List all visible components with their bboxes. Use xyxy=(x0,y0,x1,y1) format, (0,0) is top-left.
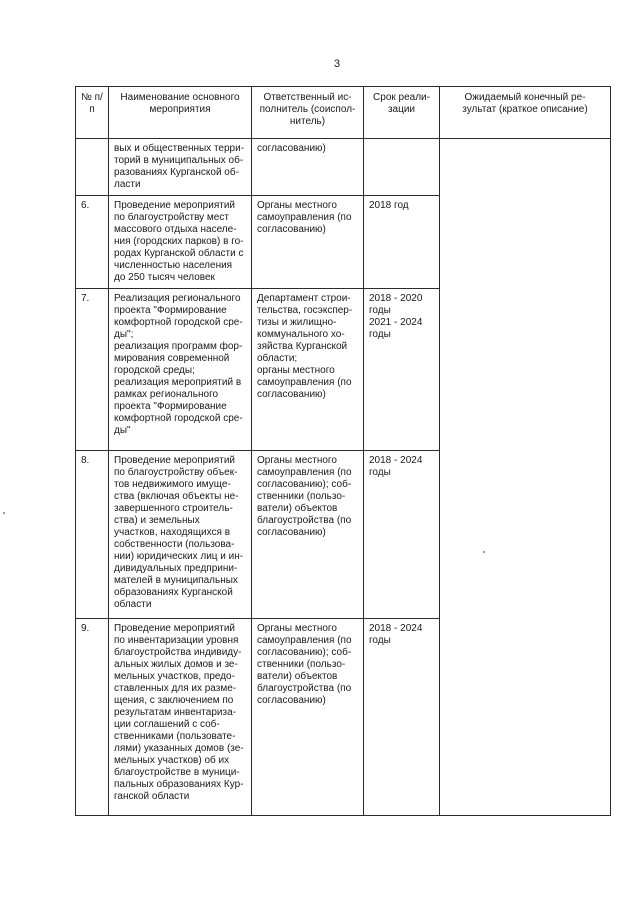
cell-executor: Органы местного самоуправления (по согласованию); соб- ственники (пользо- ватели) объектов благоустройства (по согласованию) xyxy=(252,619,364,816)
cell-executor: Органы местного самоуправления (по согласованию) xyxy=(252,196,364,289)
cell-activity-name: Проведение мероприятий по благоустройству объек- тов недвижимого имуще- ства (включая объекты не- завершенного строитель- ства) и земельных участков, находящихся в собственности (пользова- нии) юридических лиц и ин- дивидуальных предприни- мателей в муниципальных образованиях Курганской области xyxy=(109,451,252,619)
cell-period: 2018 - 2020 годы 2021 - 2024 годы xyxy=(364,289,440,451)
activities-table xyxy=(75,86,611,816)
cell-executor: Департамент строи- тельства, госэкспер- тизы и жилищно- коммунального хо- зяйства Курганской области; органы местного самоуправления (по согласованию) xyxy=(252,289,364,451)
cell-expected-result xyxy=(440,139,611,816)
cell-period: 2018 - 2024 годы xyxy=(364,619,440,816)
cell-number: 7. xyxy=(76,289,109,451)
cell-period: 2018 год xyxy=(364,196,440,289)
cell-executor: согласованию) xyxy=(252,139,364,196)
header-period: Срок реали- зации xyxy=(364,87,440,139)
cell-activity-name: Реализация регионального проекта "Формирование комфортной городской сре- ды"; реализация программ фор- мирования современной городской среды; реализация мероприятий в рамках регионального проекта "Формирование комфортной городской сре- ды" xyxy=(109,289,252,451)
cell-period: 2018 - 2024 годы xyxy=(364,451,440,619)
scan-speck xyxy=(3,512,5,514)
cell-period xyxy=(364,139,440,196)
table-header-row xyxy=(76,87,611,139)
scan-speck xyxy=(483,551,485,553)
table-row xyxy=(76,139,611,196)
cell-number: 6. xyxy=(76,196,109,289)
cell-executor: Органы местного самоуправления (по согласованию); соб- ственники (пользо- ватели) объектов благоустройства (по согласованию) xyxy=(252,451,364,619)
cell-number xyxy=(76,139,109,196)
header-executor: Ответственный ис- полнитель (соиспол- нитель) xyxy=(252,87,364,139)
cell-activity-name: Проведение мероприятий по инвентаризации уровня благоустройства индивиду- альных жилых домов и зе- мельных участков, предо- ставленных для их разме- щения, с заключением по результатам инвентариза- ции соглашений с соб- ственниками (пользовате- лями) указанных домов (зе- мельных участков) об их благоустройстве в муници- пальных образованиях Кур- ганской области xyxy=(109,619,252,816)
header-activity-name: Наименование основного мероприятия xyxy=(109,87,252,139)
page-number: 3 xyxy=(334,58,341,70)
cell-activity-name: вых и общественных терри- торий в муниципальных об- разованиях Курганской об- ласти xyxy=(109,139,252,196)
header-expected-result: Ожидаемый конечный ре- зультат (краткое описание) xyxy=(440,87,611,139)
cell-number: 9. xyxy=(76,619,109,816)
cell-number: 8. xyxy=(76,451,109,619)
cell-activity-name: Проведение мероприятий по благоустройству мест массового отдыха населе- ния (городских парков) в го- родах Курганской области с численностью населения до 250 тысяч человек xyxy=(109,196,252,289)
header-number: № п/ п xyxy=(76,87,109,139)
